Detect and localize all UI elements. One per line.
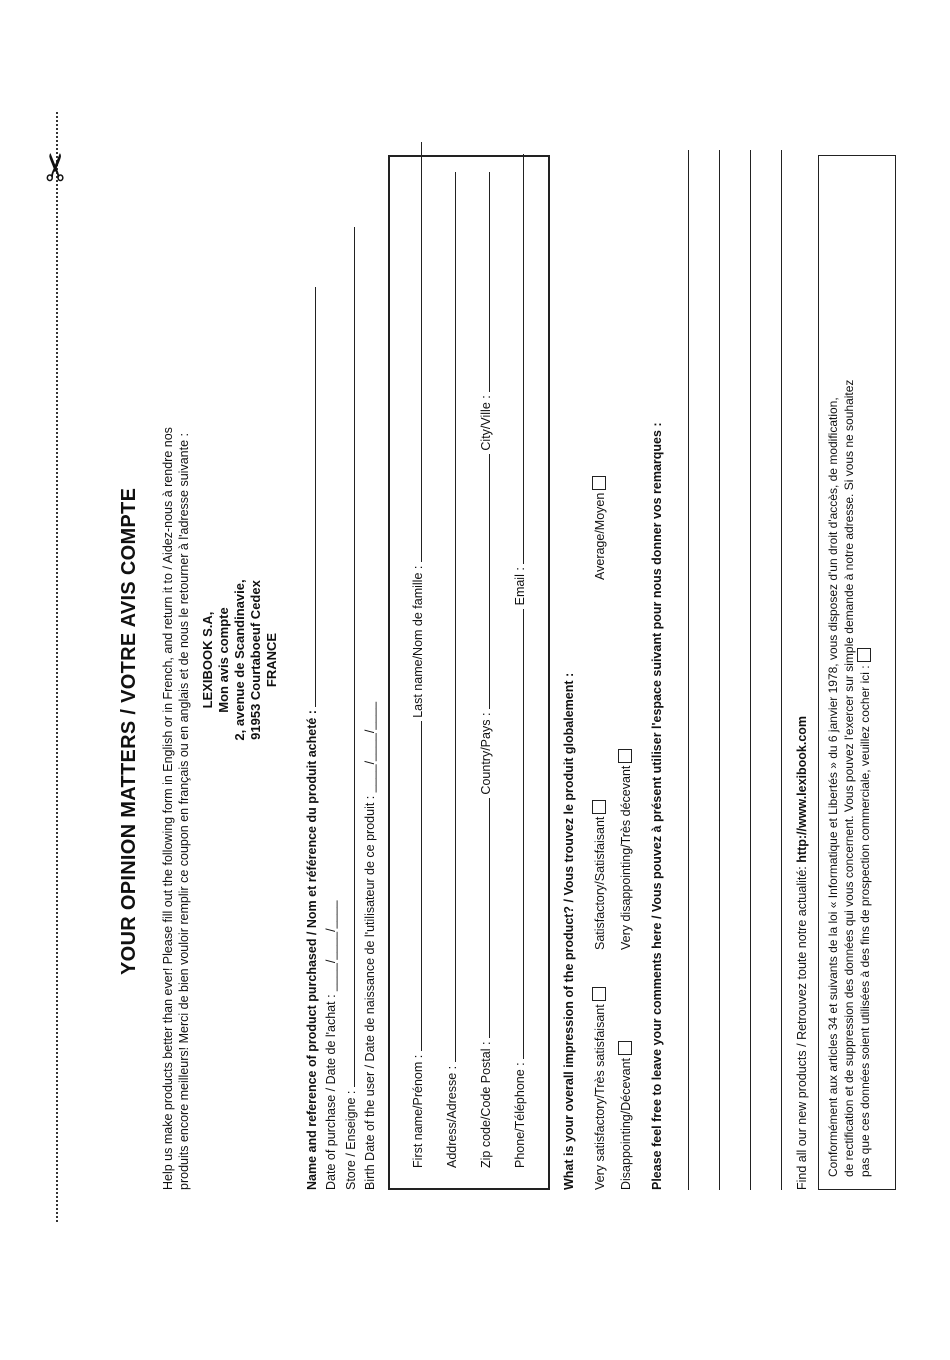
privacy-notice: [818, 155, 896, 1190]
average-checkbox[interactable]: [592, 476, 606, 490]
legal-line-2: de rectification et de suppression des données qui vous concernent. Vous pouvez l'exercer sur simple demande à notre adresse. Si vous ne souhaitez: [842, 379, 856, 1177]
option-very-satisfactory: [592, 987, 607, 1190]
city-field[interactable]: [476, 172, 490, 392]
comment-line-1[interactable]: [688, 150, 689, 1190]
cut-line: [56, 112, 58, 1222]
purchase-date-field[interactable]: ____/____/____: [324, 900, 338, 991]
store-field[interactable]: [341, 227, 355, 1087]
birth-date-field[interactable]: ____/____/____: [363, 701, 377, 793]
disappointing-checkbox[interactable]: [618, 1041, 632, 1055]
address-label: Address/Adresse :: [445, 1065, 459, 1168]
product-section: [302, 150, 380, 1190]
product-name-field[interactable]: [302, 287, 316, 707]
address-line-1: LEXIBOOK S.A,: [200, 611, 215, 709]
opt-out-checkbox[interactable]: [857, 648, 871, 662]
address-line-5: FRANCE: [264, 632, 279, 688]
last-name-field[interactable]: [408, 142, 422, 562]
very-satisfactory-label: Very satisfactory/Très satisfaisant: [593, 1004, 607, 1190]
option-disappointing: [618, 1041, 633, 1190]
scissors-icon: ✂: [33, 151, 78, 183]
comment-line-3[interactable]: [750, 150, 751, 1190]
country-label: Country/Pays :: [479, 712, 493, 795]
website-note: [795, 716, 809, 1190]
last-name-label: Last name/Nom de famille :: [411, 565, 425, 718]
page-title: YOUR OPINION MATTERS / VOTRE AVIS COMPTE: [118, 487, 140, 975]
purchase-date-label: Date of purchase / Date de l'achat :: [324, 994, 338, 1190]
legal-line-3: pas que ces données soient utilisées à des fins de prospection commerciale, veuillez cocher ici :: [858, 665, 872, 1177]
email-field[interactable]: [510, 154, 524, 564]
option-average: [592, 476, 607, 580]
product-name-label: Name and reference of product purchased / Nom et référence du produit acheté :: [305, 710, 319, 1190]
legal-line-1: Conformément aux articles 34 et suivants de la loi « Informatique et Libertés » du 6 janvier 1978, vous disposez d'un droit d'accès, de modification,: [826, 397, 840, 1177]
country-field[interactable]: [476, 454, 490, 709]
mailing-address: [200, 530, 280, 790]
very-satisfactory-checkbox[interactable]: [592, 987, 606, 1001]
store-label: Store / Enseigne :: [344, 1090, 358, 1190]
impression-heading: What is your overall impression of the product? / Vous trouvez le produit globalement :: [562, 672, 576, 1190]
address-line-2: Mon avis compte: [216, 607, 231, 713]
satisfactory-checkbox[interactable]: [592, 800, 606, 814]
option-very-disappointing: [618, 749, 633, 950]
address-line-3: 2, avenue de Scandinavie,: [232, 579, 247, 741]
intro-line-1: Help us make products better than ever! Please fill out the following form in English or in French, and return it to / Aidez-nous à rendre nos: [161, 427, 175, 1190]
comment-line-2[interactable]: [719, 150, 720, 1190]
feedback-form: [110, 130, 910, 1240]
website-link[interactable]: http://www.lexibook.com: [795, 715, 809, 863]
address-field[interactable]: [442, 172, 456, 1062]
comments-heading: Please feel free to leave your comments here / Vous pouvez à présent utiliser l'espace suivant pour nous donner vos remarques :: [650, 422, 664, 1190]
zip-label: Zip code/Code Postal :: [479, 1041, 493, 1168]
average-label: Average/Moyen: [593, 492, 607, 580]
zip-field[interactable]: [476, 798, 490, 1038]
first-name-label: First name/Prénom :: [411, 1054, 425, 1168]
contact-box: [388, 155, 550, 1190]
very-disappointing-label: Very disappointing/Très décevant: [619, 765, 633, 950]
comment-line-4[interactable]: [781, 150, 782, 1190]
first-name-field[interactable]: [408, 721, 422, 1051]
intro-text: [160, 190, 192, 1190]
intro-line-2: produits encore meilleurs! Merci de bien vouloir remplir ce coupon en français ou en anglais et de nous le retourner à l'adresse suivante :: [177, 433, 191, 1190]
phone-field[interactable]: [510, 609, 524, 1059]
phone-label: Phone/Téléphone :: [513, 1062, 527, 1168]
address-line-4: 91953 Courtaboeuf Cedex: [248, 580, 263, 740]
disappointing-label: Disappointing/Décevant: [619, 1057, 633, 1190]
email-label: Email :: [513, 567, 527, 606]
very-disappointing-checkbox[interactable]: [618, 749, 632, 763]
website-text: Find all our new products / Retrouvez toute notre actualité:: [795, 866, 809, 1190]
birth-date-label: Birth Date of the user / Date de naissance de l'utilisateur de ce produit :: [363, 795, 377, 1190]
satisfactory-label: Satisfactory/Satisfaisant: [593, 816, 607, 950]
city-label: City/Ville :: [479, 395, 493, 451]
option-satisfactory: [592, 800, 607, 950]
impression-section: [562, 150, 633, 1190]
